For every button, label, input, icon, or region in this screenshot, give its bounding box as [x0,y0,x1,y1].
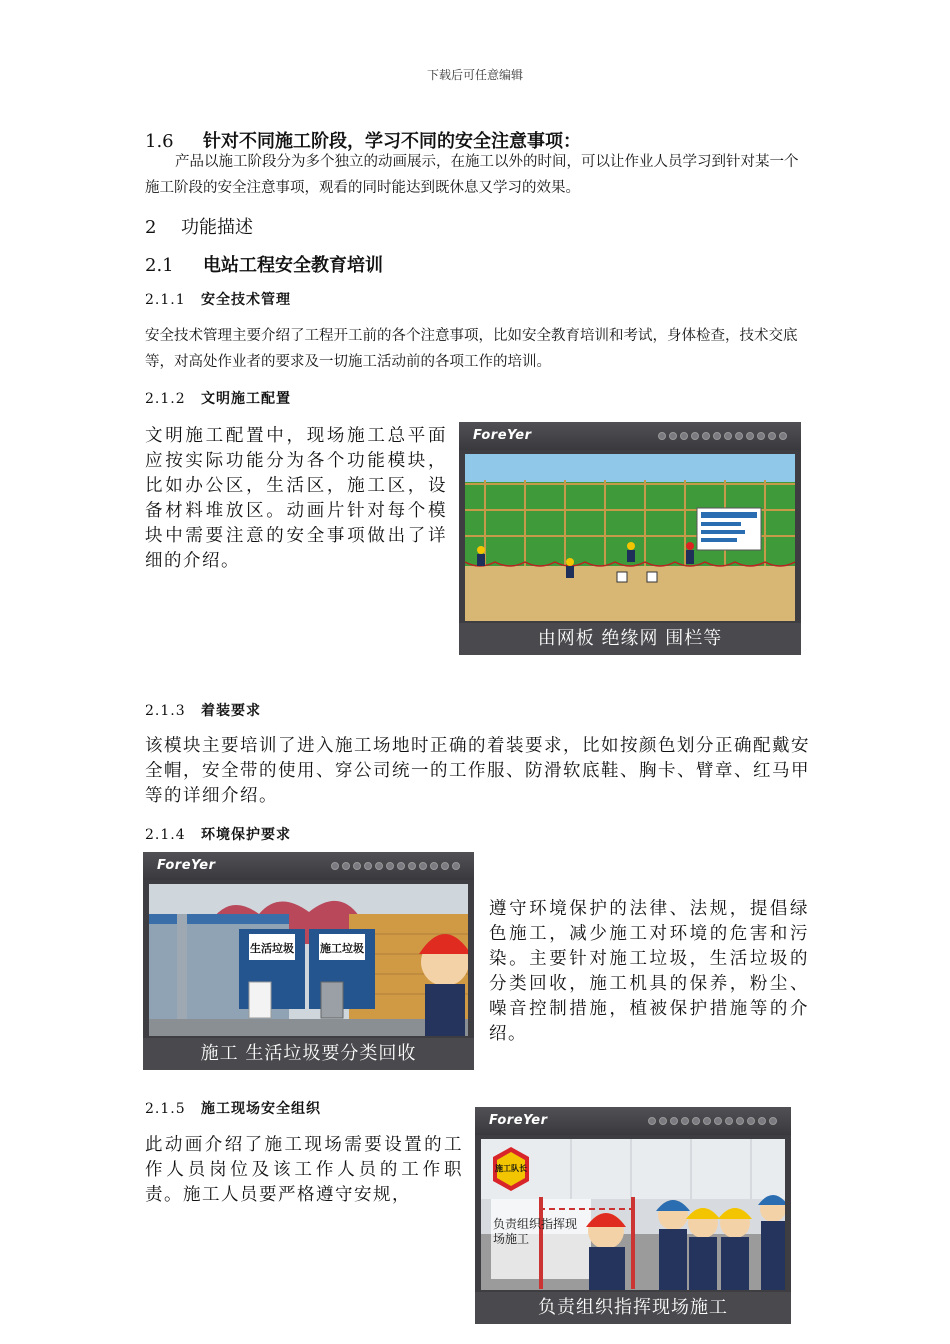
scaffold-scene [465,454,795,621]
video-caption: 由网板 绝缘网 围栏等 [459,623,801,655]
team-leader-sign: 施工队长 [495,1164,527,1173]
section-number: 1.6 [145,131,174,152]
section-2-1-4-heading [145,824,291,844]
section-2-1-4-body: 遵守环境保护的法律、法规，提倡绿色施工，减少施工对环境的危害和污染。主要针对施工垃圾，生活垃圾的分类回收，施工机具的保养，粉尘、噪音控制措施，植被保护措施等的介绍。 [489,899,809,1044]
video-caption: 负责组织指挥现场施工 [475,1292,791,1324]
section-1-6-body: 产品以施工阶段分为多个独立的动画展示，在施工以外的时间，可以让作业人员学习到针对某一个施工阶段的安全注意事项，观看的同时能达到既休息又学习的效果。 [145,154,799,196]
section-2-1-1-body: 安全技术管理主要介绍了工程开工前的各个注意事项，比如安全教育培训和考试，身体检查，技术交底等，对高处作业者的要求及一切施工活动前的各项工作的培训。 [145,328,798,370]
brand-logo: ForeYer [157,858,216,873]
section-title: 文明施工配置 [201,391,291,407]
section-number: 2.1.5 [145,1101,186,1117]
section-title: 安全技术管理 [201,292,291,308]
section-number: 2.1 [145,255,174,276]
brand-logo: ForeYer [473,428,532,443]
brand-logo: ForeYer [489,1113,548,1128]
section-2-1-2-heading [145,388,291,408]
site-organization-screenshot [475,1107,791,1324]
section-number: 2 [145,217,157,238]
section-2-1-5-heading [145,1098,321,1118]
section-2-1-3-heading [145,700,261,720]
section-title: 环境保护要求 [201,827,291,843]
section-number: 2.1.1 [145,292,186,308]
section-title: 施工现场安全组织 [201,1101,321,1117]
section-2-1-1-heading [145,289,291,309]
video-caption: 施工 生活垃圾要分类回收 [143,1038,474,1070]
section-2-1-2-body: 文明施工配置中，现场施工总平面应按实际功能分为各个功能模块，比如办公区，生活区，施工区，设备材料堆放区。动画片针对每个模块中需要注意的安全事项做出了详细的介绍。 [145,426,447,571]
section-number: 2.1.4 [145,827,186,843]
organization-scene [481,1139,785,1290]
garbage-scene [149,884,468,1036]
garbage-illustration [149,884,468,1036]
section-title: 电站工程安全教育培训 [203,255,383,276]
scaffold-illustration [465,454,795,621]
section-number: 2.1.2 [145,391,186,407]
chapter-dots [331,862,460,870]
section-title: 功能描述 [181,217,253,238]
chapter-dots [658,432,787,440]
household-garbage-label: 生活垃圾 [250,942,294,955]
construction-garbage-label: 施工垃圾 [320,942,364,955]
section-title: 着装要求 [201,703,261,719]
garbage-sorting-screenshot [143,852,474,1070]
chapter-dots [648,1117,777,1125]
construction-site-screenshot [459,422,801,655]
section-2-1-3-body: 该模块主要培训了进入施工场地时正确的着装要求，比如按颜色划分正确配戴安全帽，安全带的使用、穿公司统一的工作服、防滑软底鞋、胸卡、臂章、红马甲等的详细介绍。 [145,736,810,806]
page-header: 下载后可任意编辑 [426,68,523,82]
section-2-1-5-body: 此动画介绍了施工现场需要设置的工作人员岗位及该工作人员的工作职责。施工人员要严格遵守安规， [145,1135,463,1205]
section-number: 2.1.3 [145,703,186,719]
duty-bubble-text: 负责组织指挥现场施工 [493,1217,578,1246]
team-illustration [481,1139,785,1290]
section-2-heading [145,213,253,239]
section-2-1-heading [145,251,383,277]
section-title: 针对不同施工阶段，学习不同的安全注意事项： [203,131,581,152]
